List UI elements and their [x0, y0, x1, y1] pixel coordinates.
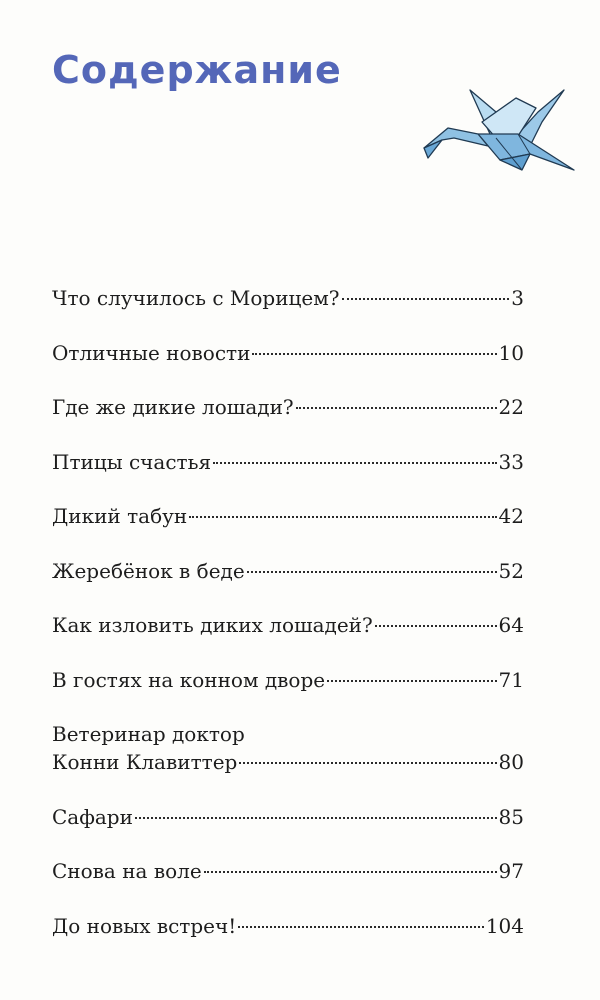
toc-entry-page: 80	[498, 750, 524, 774]
origami-crane-icon	[418, 88, 578, 188]
toc-entry	[52, 912, 524, 940]
toc-entry-title-line1: Ветеринар доктор	[52, 722, 245, 746]
toc-entry	[52, 393, 524, 421]
toc-entry-title: В гостях на конном дворе	[52, 667, 326, 692]
toc-entry-page: 85	[498, 804, 524, 829]
toc-leader-dots	[252, 353, 496, 355]
toc-entry-title: Сафари	[52, 804, 133, 829]
toc-leader-dots	[204, 871, 497, 873]
table-of-contents	[52, 284, 524, 966]
toc-entry-title: Птицы счастья	[52, 449, 212, 474]
toc-leader-dots	[327, 680, 496, 682]
toc-entry	[52, 857, 524, 885]
page-title: Содержание	[52, 48, 342, 92]
toc-entry-page: 3	[511, 286, 524, 310]
toc-entry	[52, 502, 524, 530]
toc-leader-dots	[375, 625, 497, 627]
toc-entry-page: 22	[498, 395, 524, 419]
toc-entry-page: 97	[498, 859, 524, 883]
toc-entry-title: Снова на воле	[52, 859, 202, 883]
toc-entry-title: Отличные новости	[52, 340, 251, 365]
toc-leader-dots	[247, 571, 497, 573]
toc-entry	[52, 611, 524, 639]
toc-entry-page: 52	[498, 558, 524, 583]
toc-entry-title: До новых встреч!	[52, 913, 237, 938]
toc-entry-title: Что случилось с Морицем?	[52, 286, 340, 310]
toc-entry-page: 71	[498, 667, 524, 692]
toc-entry-page: 10	[498, 340, 524, 365]
toc-leader-dots	[239, 762, 496, 764]
toc-entry	[52, 448, 524, 476]
toc-leader-dots	[213, 462, 496, 464]
toc-entry	[52, 284, 524, 312]
toc-entry	[52, 666, 524, 694]
toc-entry-page: 104	[485, 913, 524, 938]
toc-leader-dots	[189, 516, 496, 518]
toc-entry	[52, 557, 524, 585]
toc-leader-dots	[135, 817, 497, 819]
toc-entry-page: 64	[498, 613, 524, 637]
toc-entry	[52, 803, 524, 831]
toc-entry-title: Где же дикие лошади?	[52, 395, 294, 419]
toc-entry	[52, 720, 524, 776]
toc-entry-title: Конни Клавиттер	[52, 750, 238, 774]
toc-leader-dots	[296, 407, 497, 409]
toc-entry	[52, 339, 524, 367]
toc-entry-title: Дикий табун	[52, 504, 188, 528]
toc-entry-page: 42	[498, 504, 524, 528]
toc-leader-dots	[238, 926, 484, 928]
toc-entry-title: Как изловить диких лошадей?	[52, 613, 373, 637]
toc-entry-title: Жеребёнок в беде	[52, 558, 245, 583]
toc-leader-dots	[342, 298, 510, 300]
toc-entry-page: 33	[498, 449, 524, 474]
